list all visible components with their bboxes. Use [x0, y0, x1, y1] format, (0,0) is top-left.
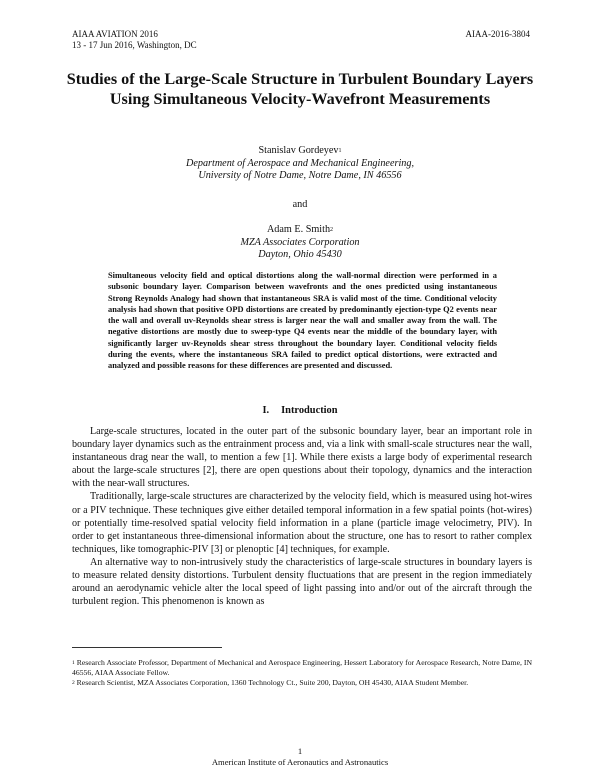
abstract: Simultaneous velocity field and optical distortions along the wall-normal direction were performed in a subsonic boundary layer. Comparison between wavefronts and the ones predicted using instantaneous Strong Reynolds Analogy had shown that instantaneous SRA is valid most of the time. Conditional velocity analysis had shown that positive OPD distortions are created by predominantly ejection-type Q2 events near the wall and overall uv-Reynolds shear stress is larger near the wall and smaller away from the wall. The negative distortions are mostly due to sweep-type Q4 events near the middle of the boundary layer, with significantly larger uv-Reynolds shear stress throughout the boundary layer. Conditional velocity fields during the events, where the instantaneous SRA failed to predict optical distortions, were extracted and analyzed and possible reasons for these differences are presented and discussed. — [108, 271, 497, 371]
author-2-footnote-mark: 2 — [330, 227, 334, 233]
author-1-affiliation-line-1: Department of Aerospace and Mechanical Engineering, — [185, 157, 415, 169]
page-footer — [60, 746, 540, 767]
footnote-text: Research Associate Professor, Department of Mechanical and Aerospace Engineering, Hessert Laboratory for Aerospace Research, Notre Dame, IN 46556, AIAA Associate Fellow. — [72, 658, 533, 677]
paragraph: An alternative way to non-intrusively study the characteristics of large-scale structures in boundary layers is to measure related density distortions. Turbulent density fluctuations that are present in the region immediately around an aerodynamic vehicle alter the local speed of light passing into and/or out of the aircraft through the turbulent region. This phenomenon is known as — [72, 556, 532, 608]
footer-organization: American Institute of Aeronautics and Astronautics — [211, 756, 389, 767]
author-2 — [60, 224, 540, 237]
paragraph: Large-scale structures, located in the outer part of the subsonic boundary layer, bear an important role in boundary layer dynamics such as the entrainment process and, via a link with small-scale structures near the wall, instantaneous drag near the wall, to mention a few [1]. While there exists a large body of experimental research about the large-scale structures [2], there are open questions about their topology, dynamics and the interaction with the near-wall structures. — [72, 426, 532, 490]
author-2-name: Adam E. Smith — [266, 224, 331, 235]
section-heading — [60, 405, 540, 417]
paper-title: Studies of the Large-Scale Structure in Turbulent Boundary Layers Using Simultaneous Velocity-Wavefront Measurements — [66, 70, 534, 108]
conference-dates: 13 - 17 Jun 2016, Washington, DC — [72, 40, 197, 50]
author-conjunction: and — [292, 198, 308, 210]
paper-id: AIAA-2016-3804 — [465, 29, 530, 39]
author-1 — [60, 145, 540, 158]
section-title: Introduction — [281, 405, 338, 416]
section-number: I. — [262, 405, 270, 416]
author-1-footnote-mark: 1 — [338, 148, 342, 154]
footnote-mark: 1 — [72, 660, 75, 666]
body-text — [72, 425, 532, 608]
footnote — [72, 678, 532, 688]
author-block — [60, 145, 540, 262]
paragraph: Traditionally, large-scale structures are characterized by the velocity field, which is measured using hot-wires or a PIV technique. These techniques give either detailed temporal information in a few spatial points (hot-wires) or potentially time-resolved spatial velocity field information in a plane (particle image velocimetry, PIV). In order to get instantaneous three-dimensional information about the structure, one has to resort to rather complex techniques, like tomographic-PIV [3] or plenoptic [4] techniques, for example. — [72, 491, 532, 555]
author-2-affiliation-line-1: MZA Associates Corporation — [240, 236, 360, 248]
author-1-affiliation-line-2: University of Notre Dame, Notre Dame, IN 46556 — [198, 170, 402, 181]
footnote-mark: 2 — [72, 680, 75, 686]
footnotes — [72, 658, 532, 688]
footnote-text: Research Scientist, MZA Associates Corporation, 1360 Technology Ct., Suite 200, Dayton, OH 45430, AIAA Student Member. — [76, 678, 469, 687]
footnote — [72, 658, 532, 678]
author-2-affiliation-line-2: Dayton, Ohio 45430 — [258, 249, 342, 260]
running-header-left — [72, 29, 197, 51]
page-number: 1 — [297, 746, 303, 756]
conference-name: AIAA AVIATION 2016 — [72, 29, 158, 39]
footnote-rule — [72, 647, 222, 648]
author-1-name: Stanislav Gordeyev — [258, 145, 339, 156]
